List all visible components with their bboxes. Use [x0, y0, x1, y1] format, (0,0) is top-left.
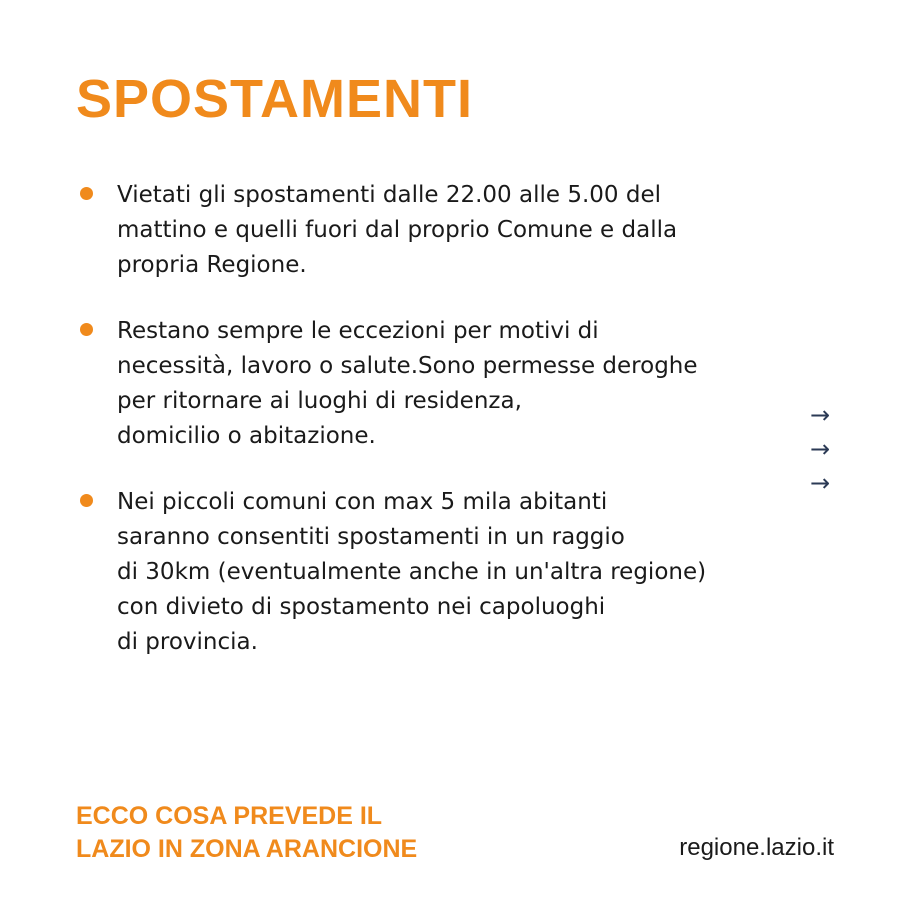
bullet-dot-icon	[80, 323, 93, 336]
arrow-right-icon: →	[810, 469, 831, 497]
swipe-indicator[interactable]	[810, 398, 834, 500]
footer-headline: ECCO COSA PREVEDE IL LAZIO IN ZONA ARANCIONE	[76, 802, 418, 863]
bullet-dot-icon	[80, 187, 93, 200]
bullet-dot-icon	[80, 494, 93, 507]
website-link[interactable]: regione.lazio.it	[679, 834, 834, 861]
bullet-text: Nei piccoli comuni con max 5 mila abitanti saranno consentiti spostamenti in un raggio di 30km (eventualmente anche in un'altra regione) con divieto di spostamento nei capoluoghi di provincia.	[117, 489, 707, 655]
bullet-text: Restano sempre le eccezioni per motivi di necessità, lavoro o salute.Sono permesse deroghe per ritornare ai luoghi di residenza, domicilio o abitazione.	[117, 318, 698, 449]
bullet-text: Vietati gli spostamenti dalle 22.00 alle 5.00 del mattino e quelli fuori dal proprio Comune e dalla propria Regione.	[117, 182, 678, 278]
arrow-right-icon: →	[810, 401, 831, 429]
page-title: SPOSTAMENTI	[76, 69, 474, 129]
arrow-right-icon: →	[810, 435, 831, 463]
